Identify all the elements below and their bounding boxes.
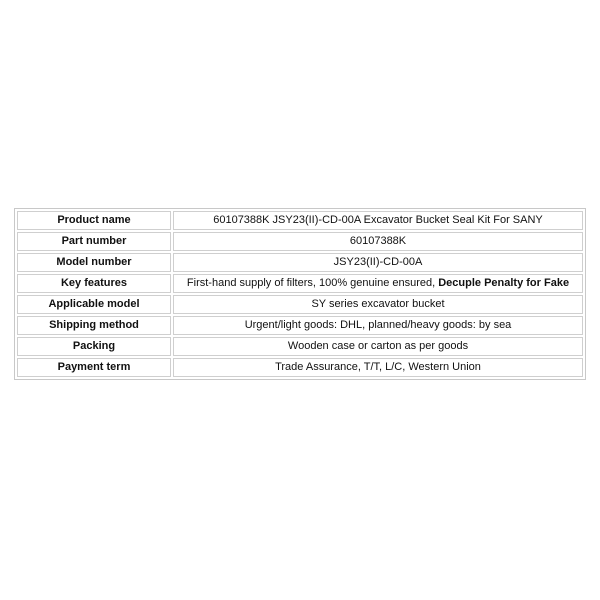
row-label: Packing (17, 337, 171, 356)
table-row (17, 358, 583, 377)
table-row (17, 232, 583, 251)
row-value: JSY23(II)-CD-00A (173, 253, 583, 272)
row-label: Key features (17, 274, 171, 293)
row-label: Shipping method (17, 316, 171, 335)
row-value-text: First-hand supply of filters, 100% genuine ensured, (186, 277, 439, 289)
row-value: 60107388K (173, 232, 583, 251)
row-label: Applicable model (17, 295, 171, 314)
row-value: Trade Assurance, T/T, L/C, Western Union (173, 358, 583, 377)
row-value (173, 274, 583, 293)
row-label: Part number (17, 232, 171, 251)
table-row (17, 337, 583, 356)
table-row (17, 316, 583, 335)
row-value-highlight: Decuple Penalty for Fake (438, 277, 570, 289)
table-row (17, 274, 583, 293)
table-row (17, 295, 583, 314)
row-label: Product name (17, 211, 171, 230)
row-value: 60107388K JSY23(II)-CD-00A Excavator Bucket Seal Kit For SANY (173, 211, 583, 230)
table-row (17, 211, 583, 230)
product-spec-table (14, 208, 586, 380)
row-label: Model number (17, 253, 171, 272)
table-row (17, 253, 583, 272)
row-value: Wooden case or carton as per goods (173, 337, 583, 356)
row-value: SY series excavator bucket (173, 295, 583, 314)
row-label: Payment term (17, 358, 171, 377)
row-value: Urgent/light goods: DHL, planned/heavy goods: by sea (173, 316, 583, 335)
